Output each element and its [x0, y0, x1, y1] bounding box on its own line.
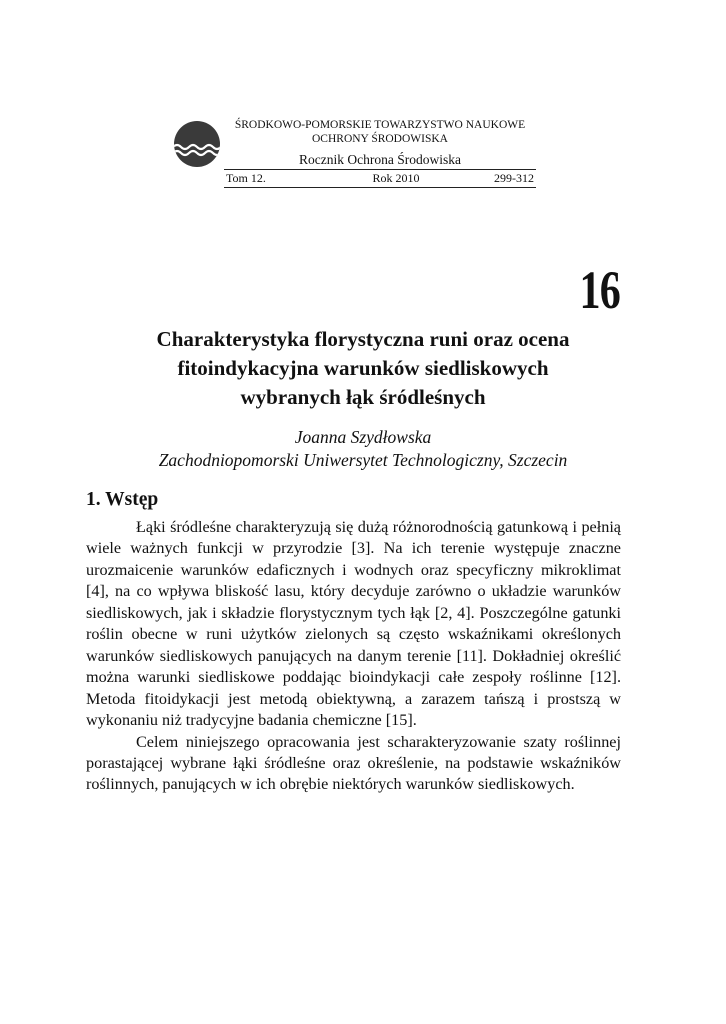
year: Rok 2010: [372, 171, 420, 185]
author-block: [86, 426, 640, 472]
journal-name: Rocznik Ochrona Środowiska: [299, 152, 461, 167]
volume: Tom 12.: [226, 171, 266, 185]
society-name-line2: OCHRONY ŚRODOWISKA: [312, 133, 448, 145]
journal-masthead: [224, 118, 536, 168]
paragraph: Celem niniejszego opracowania jest scharakteryzowanie szaty roślinnej porastającej wybrane łąki śródleśne oraz określenie, na podstawie wskaźników roślinnych, panujących w ich obrębie niektórych warunków siedliskowych.: [86, 732, 621, 794]
society-logo-icon: [173, 120, 221, 168]
author-name: Joanna Szydłowska: [294, 427, 432, 447]
page-range: 299-312: [494, 171, 534, 185]
chapter-number: 16: [579, 260, 620, 320]
section-body: [86, 517, 621, 796]
masthead-rule-top: [224, 169, 536, 170]
title-line: Charakterystyka florystyczna runi oraz ocena: [156, 327, 570, 351]
title-line: fitoindykacyjna warunków siedliskowych: [177, 356, 549, 380]
title-line: wybranych łąk śródleśnych: [240, 385, 486, 409]
paragraph: Łąki śródleśne charakteryzują się dużą różnorodnością gatunkową i pełnią wiele ważnych funkcji w przyrodzie [3]. Na ich terenie występuje znaczne urozmaicenie warunków edaficznych i wodnych oraz specyficzny mikroklimat [4], na co wpływa bliskość lasu, który decyduje zarówno o układzie warunków siedliskowych, jak i składzie florystycznym tych łąk [2, 4]. Poszczególne gatunki roślin obecne w runi użytków zielonych są często wskaźnikami określonych warunków siedliskowych panujących na danym terenie [11]. Dokładniej określić można warunki siedliskowe poddając bioindykacji całe zespoły roślinne [12]. Metoda fitoidykacji jest metodą obiektywną, a zarazem tańszą i prostszą w wykonaniu niż tradycyjne badania chemiczne [15].: [86, 518, 621, 730]
society-name-line1: ŚRODKOWO-POMORSKIE TOWARZYSTWO NAUKOWE: [234, 119, 526, 131]
masthead-rule-bottom: [224, 187, 536, 188]
section-heading: 1. Wstęp: [86, 489, 159, 510]
issue-info: [224, 171, 536, 185]
article-title: [86, 325, 640, 412]
author-affiliation: Zachodniopomorski Uniwersytet Technologiczny, Szczecin: [158, 450, 568, 470]
